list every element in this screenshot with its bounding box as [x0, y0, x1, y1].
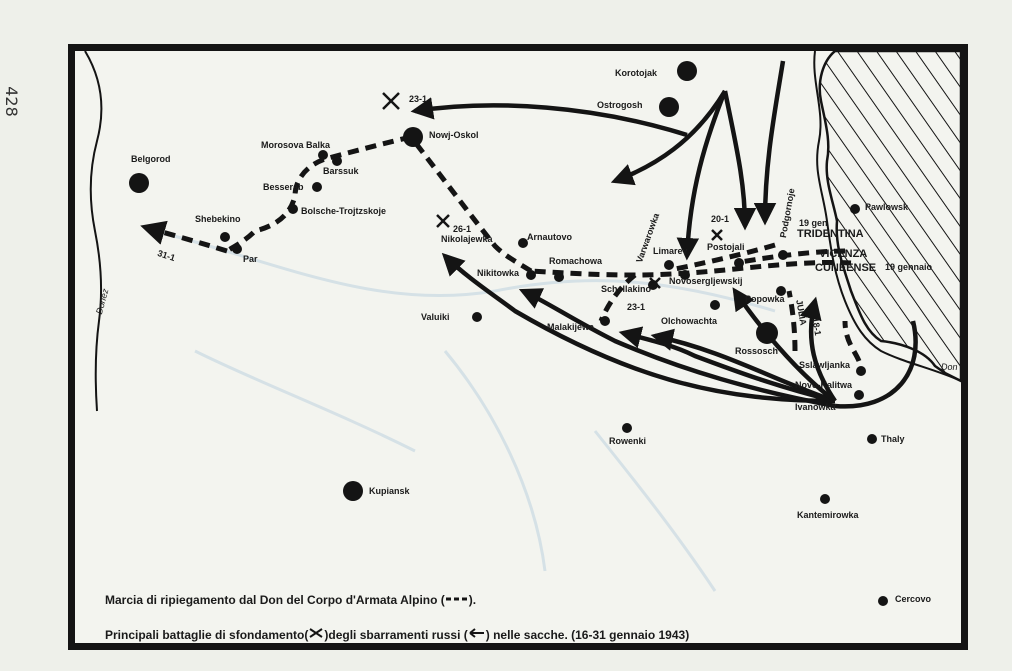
city-popowka: Popowka: [745, 294, 785, 304]
city-par: Par: [243, 254, 258, 264]
city-varwarowka: Varwarowka: [634, 211, 662, 265]
soviet-held-area: [820, 51, 961, 381]
map-canvas: [75, 51, 961, 643]
city-besserab: Besserab: [263, 182, 304, 192]
unit-vicenza: VICENZA: [819, 248, 868, 260]
city-nowj-oskol: Nowj-Oskol: [429, 130, 479, 140]
city-cercovo: Cercovo: [895, 594, 932, 604]
city-novosergljewskij: Novosergljewskij: [669, 276, 743, 286]
river-donez-label: Donez: [94, 287, 111, 316]
city-sslawljanka: Sslawljanka: [799, 360, 851, 370]
city-thaly: Thaly: [881, 434, 905, 444]
city-arnautovo: Arnautovo: [527, 232, 572, 242]
city-postojali: Postojali: [707, 242, 745, 252]
legend-march-text: Marcia di ripiegamento dal Don del Corpo d'Armata Alpino (: [105, 593, 445, 607]
city-barssuk: Barssuk: [323, 166, 359, 176]
legend-barriers-text: degli sbarramenti russi: [328, 628, 461, 642]
unit-julia: JULIA: [794, 298, 809, 327]
city-markers: [129, 61, 888, 606]
legend-line-2: Principali battaglie di sfondamento( )degli sbarramenti russi ( ) nelle sacche. (16-31 gennaio 1943): [105, 628, 690, 642]
date-20-1: 20-1: [711, 214, 730, 224]
city-kantemirowka: Kantemirowka: [797, 510, 859, 520]
city-romachowa: Romachowa: [549, 256, 603, 266]
donez-river: [85, 51, 101, 411]
city-ostrogosh: Ostrogosh: [597, 100, 643, 110]
arrow-left-icon: [468, 627, 486, 639]
legend-line-1: [105, 593, 476, 607]
unit-tridentina: TRIDENTINA: [797, 228, 864, 240]
legend-battles-text: Principali battaglie di sfondamento: [105, 628, 305, 642]
city-shebekino: Shebekino: [195, 214, 241, 224]
legend-march-close: ).: [468, 593, 477, 607]
city-ivanowka: Ivanowka: [795, 402, 836, 412]
city-korotojak: Korotojak: [615, 68, 658, 78]
unit-cuneense: CUNEENSE: [815, 262, 877, 274]
city-olchowachta: Olchowachta: [661, 316, 718, 326]
dashed-line-symbol: [445, 594, 469, 604]
city-schellakino: Schellakino: [601, 284, 652, 294]
date-23-1-schellakino: 23-1: [627, 302, 646, 312]
city-rowenki: Rowenki: [609, 436, 647, 446]
map-frame: [68, 44, 968, 650]
alpine-retreat-route: [145, 137, 859, 361]
city-morosova-balka: Morosova Balka: [261, 140, 331, 150]
date-26-1: 26-1: [453, 224, 472, 234]
crossed-battle-icon: [308, 627, 324, 639]
city-rossosch: Rossosch: [735, 346, 779, 356]
city-limarev: Limarev: [653, 246, 688, 256]
city-belgorod: Belgorod: [131, 154, 171, 164]
page-number: 428: [1, 86, 21, 117]
date-18-1: 18-1: [810, 316, 824, 337]
date-19-gen: 19 gen: [799, 218, 828, 228]
city-novo-kalitwa: Novo-Kalitwa: [795, 380, 853, 390]
city-nikolajewka: Nikolajewka: [441, 234, 493, 244]
city-nikitowka: Nikitowka: [477, 268, 520, 278]
city-valuiki: Valuiki: [421, 312, 450, 322]
date-23-1-top: 23-1: [409, 94, 428, 104]
city-malakijewa: Malakijewa: [547, 322, 595, 332]
legend-pockets-text: nelle sacche. (16-31 gennaio 1943): [493, 628, 690, 642]
city-pawlowsk: Pawlowsk: [865, 202, 909, 212]
date-31-1: 31-1: [156, 248, 177, 264]
city-kupiansk: Kupiansk: [369, 486, 410, 496]
river-don-label: Don: [941, 362, 958, 372]
city-bolsche-trojtzskoje: Bolsche-Trojtzskoje: [301, 206, 387, 216]
city-podgornoje: Podgornoje: [778, 187, 797, 239]
date-19-gennaio: 19 gennaio: [885, 262, 933, 272]
